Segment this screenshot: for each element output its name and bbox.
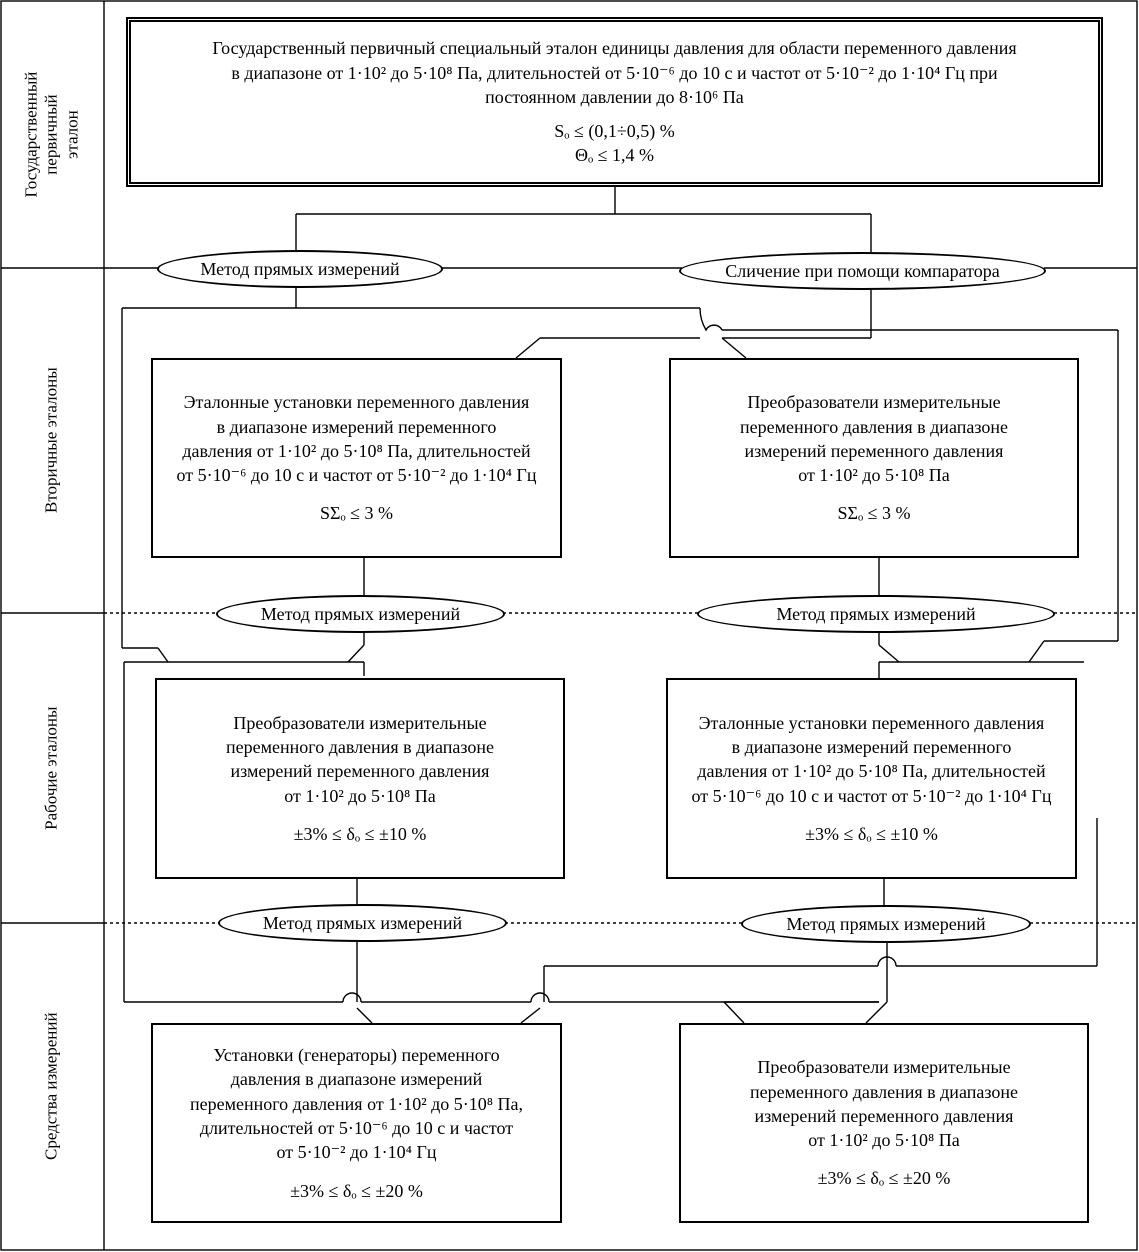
level-label-working: Рабочие эталоны <box>41 706 61 830</box>
working-left-box: Преобразователи измерительные переменного давления в диапазоне измерений переменного давления от 1·10² до 5·10⁸ Па ±3% ≤ δₒ ≤ ±10 % <box>155 678 565 879</box>
method-oval-direct-1: Метод прямых измерений <box>157 250 443 288</box>
instruments-left-box: Установки (генераторы) переменного давления в диапазоне измерений переменного давления от 1·10² до 5·10⁸ Па, длительностей от 5·10⁻⁶ до 10 с и частот от 5·10⁻² до 1·10⁴ Гц ±3% ≤ δₒ ≤ ±20 % <box>151 1023 562 1223</box>
method-oval-comparator: Сличение при помощи компаратора <box>679 252 1046 290</box>
secondary-left-box: Эталонные установки переменного давления в диапазоне измерений переменного давления от 1·10² до 5·10⁸ Па, длительностей от 5·10⁻⁶ до 10 с и частот от 5·10⁻² до 1·10⁴ Гц SΣₒ ≤ 3 % <box>151 358 562 558</box>
method-oval-direct-3: Метод прямых измерений <box>697 595 1055 633</box>
primary-standard-box <box>126 17 1103 187</box>
level-label-primary: Государственный первичный эталон <box>21 71 82 198</box>
primary-standard-metrics: Sₒ ≤ (0,1÷0,5) % Θₒ ≤ 1,4 % <box>554 121 675 166</box>
working-right-box: Эталонные установки переменного давления в диапазоне измерений переменного давления от 1·10² до 5·10⁸ Па, длительностей от 5·10⁻⁶ до 10 с и частот от 5·10⁻² до 1·10⁴ Гц ±3% ≤ δₒ ≤ ±10 % <box>666 678 1077 879</box>
method-oval-direct-4: Метод прямых измерений <box>218 904 507 942</box>
primary-standard-text: Государственный первичный специальный эталон единицы давления для области переменного давления в диапазоне от 1·10² до 5·10⁸ Па, длительностей от 5·10⁻⁶ до 10 с и частот от 5·10⁻² до 1·10⁴ Гц при постоянном давлении до 8·10⁶ Па <box>212 38 1017 107</box>
secondary-right-box: Преобразователи измерительные переменного давления в диапазоне измерений переменного давления от 1·10² до 5·10⁸ Па SΣₒ ≤ 3 % <box>669 358 1079 558</box>
method-oval-direct-5: Метод прямых измерений <box>741 905 1031 943</box>
method-oval-direct-2: Метод прямых измерений <box>216 595 505 633</box>
level-label-secondary: Вторичные эталоны <box>41 367 61 514</box>
level-label-instruments: Средства измерений <box>41 1012 61 1161</box>
instruments-right-box: Преобразователи измерительные переменного давления в диапазоне измерений переменного давления от 1·10² до 5·10⁸ Па ±3% ≤ δₒ ≤ ±20 % <box>679 1023 1089 1223</box>
